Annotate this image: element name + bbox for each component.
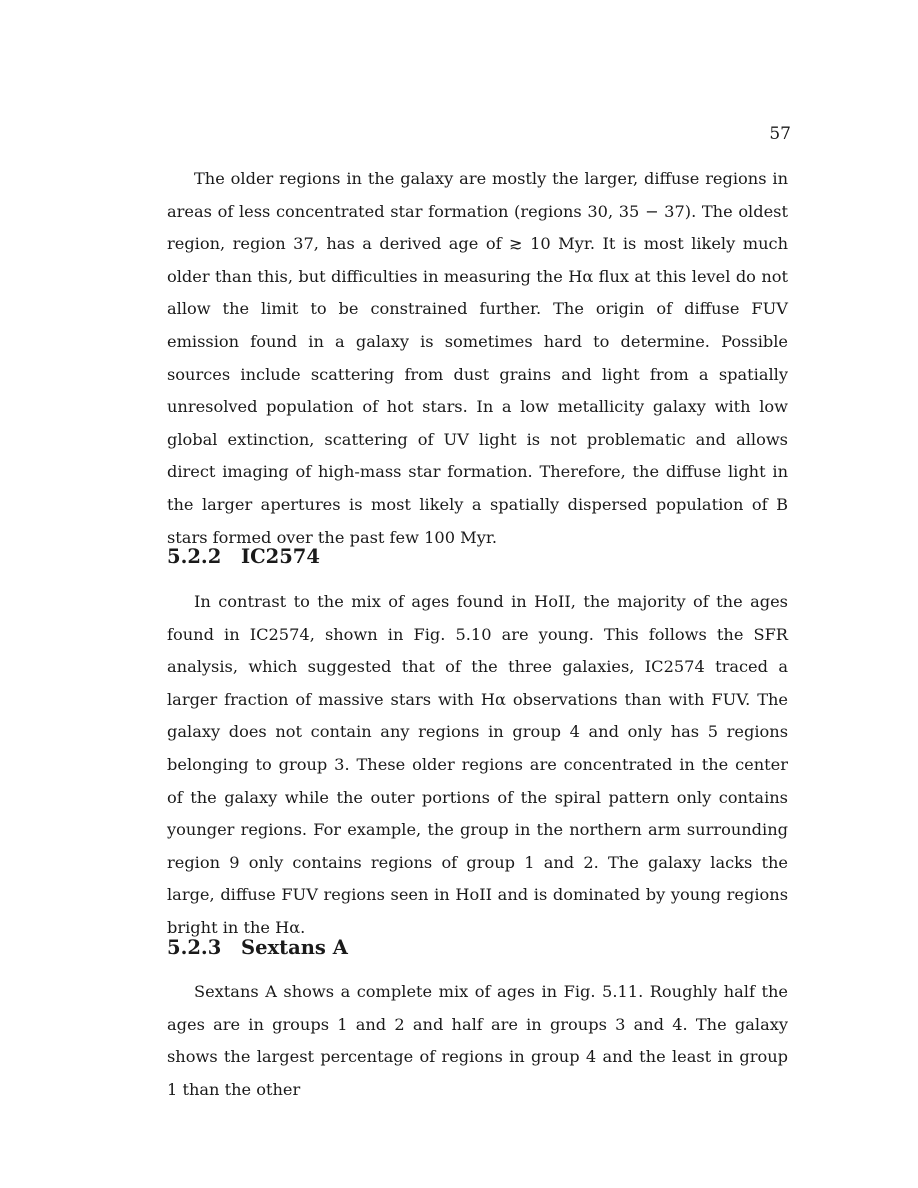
paragraph-sextans-a: Sextans A shows a complete mix of ages in Fig. 5.11. Roughly half the ages are in groups 1 and 2 and half are in groups 3 and 4. The galaxy shows the largest percentage of regions in group 4 and the least in group 1 than the other	[167, 982, 788, 1099]
section-heading-sextans-a	[167, 936, 788, 960]
section-title: IC2574	[241, 545, 320, 568]
paragraph-ic2574: In contrast to the mix of ages found in HoII, the majority of the ages found in IC2574, shown in Fig. 5.10 are young. This follows the SFR analysis, which suggested that of the three galaxies, IC2574 traced a larger fraction of massive stars with Hα observations than with FUV. The galaxy does not contain any regions in group 4 and only has 5 regions belonging to group 3. These older regions are concentrated in the center of the galaxy while the outer portions of the spiral pattern only contains younger regions. For example, the group in the northern arm surrounding region 9 only contains regions of group 1 and 2. The galaxy lacks the large, diffuse FUV regions seen in HoII and is dominated by young regions bright in the Hα.	[167, 592, 788, 937]
paragraph-older-regions: The older regions in the galaxy are mostly the larger, diffuse regions in areas of less concentrated star formation (regions 30, 35 − 37). The oldest region, region 37, has a derived age of ≳ 10 Myr. It is most likely much older than this, but difficulties in measuring the Hα flux at this level do not allow the limit to be constrained further. The origin of diffuse FUV emission found in a galaxy is sometimes hard to determine. Possible sources include scattering from dust grains and light from a spatially unresolved population of hot stars. In a low metallicity galaxy with low global extinction, scattering of UV light is not problematic and allows direct imaging of high-mass star formation. Therefore, the diffuse light in the larger apertures is most likely a spatially dispersed population of B stars formed over the past few 100 Myr.	[167, 169, 788, 547]
section-number: 5.2.3	[167, 936, 222, 959]
section-number: 5.2.2	[167, 545, 222, 568]
page-number: 57	[769, 124, 791, 144]
section-heading-ic2574	[167, 545, 788, 569]
section-title: Sextans A	[241, 936, 348, 959]
